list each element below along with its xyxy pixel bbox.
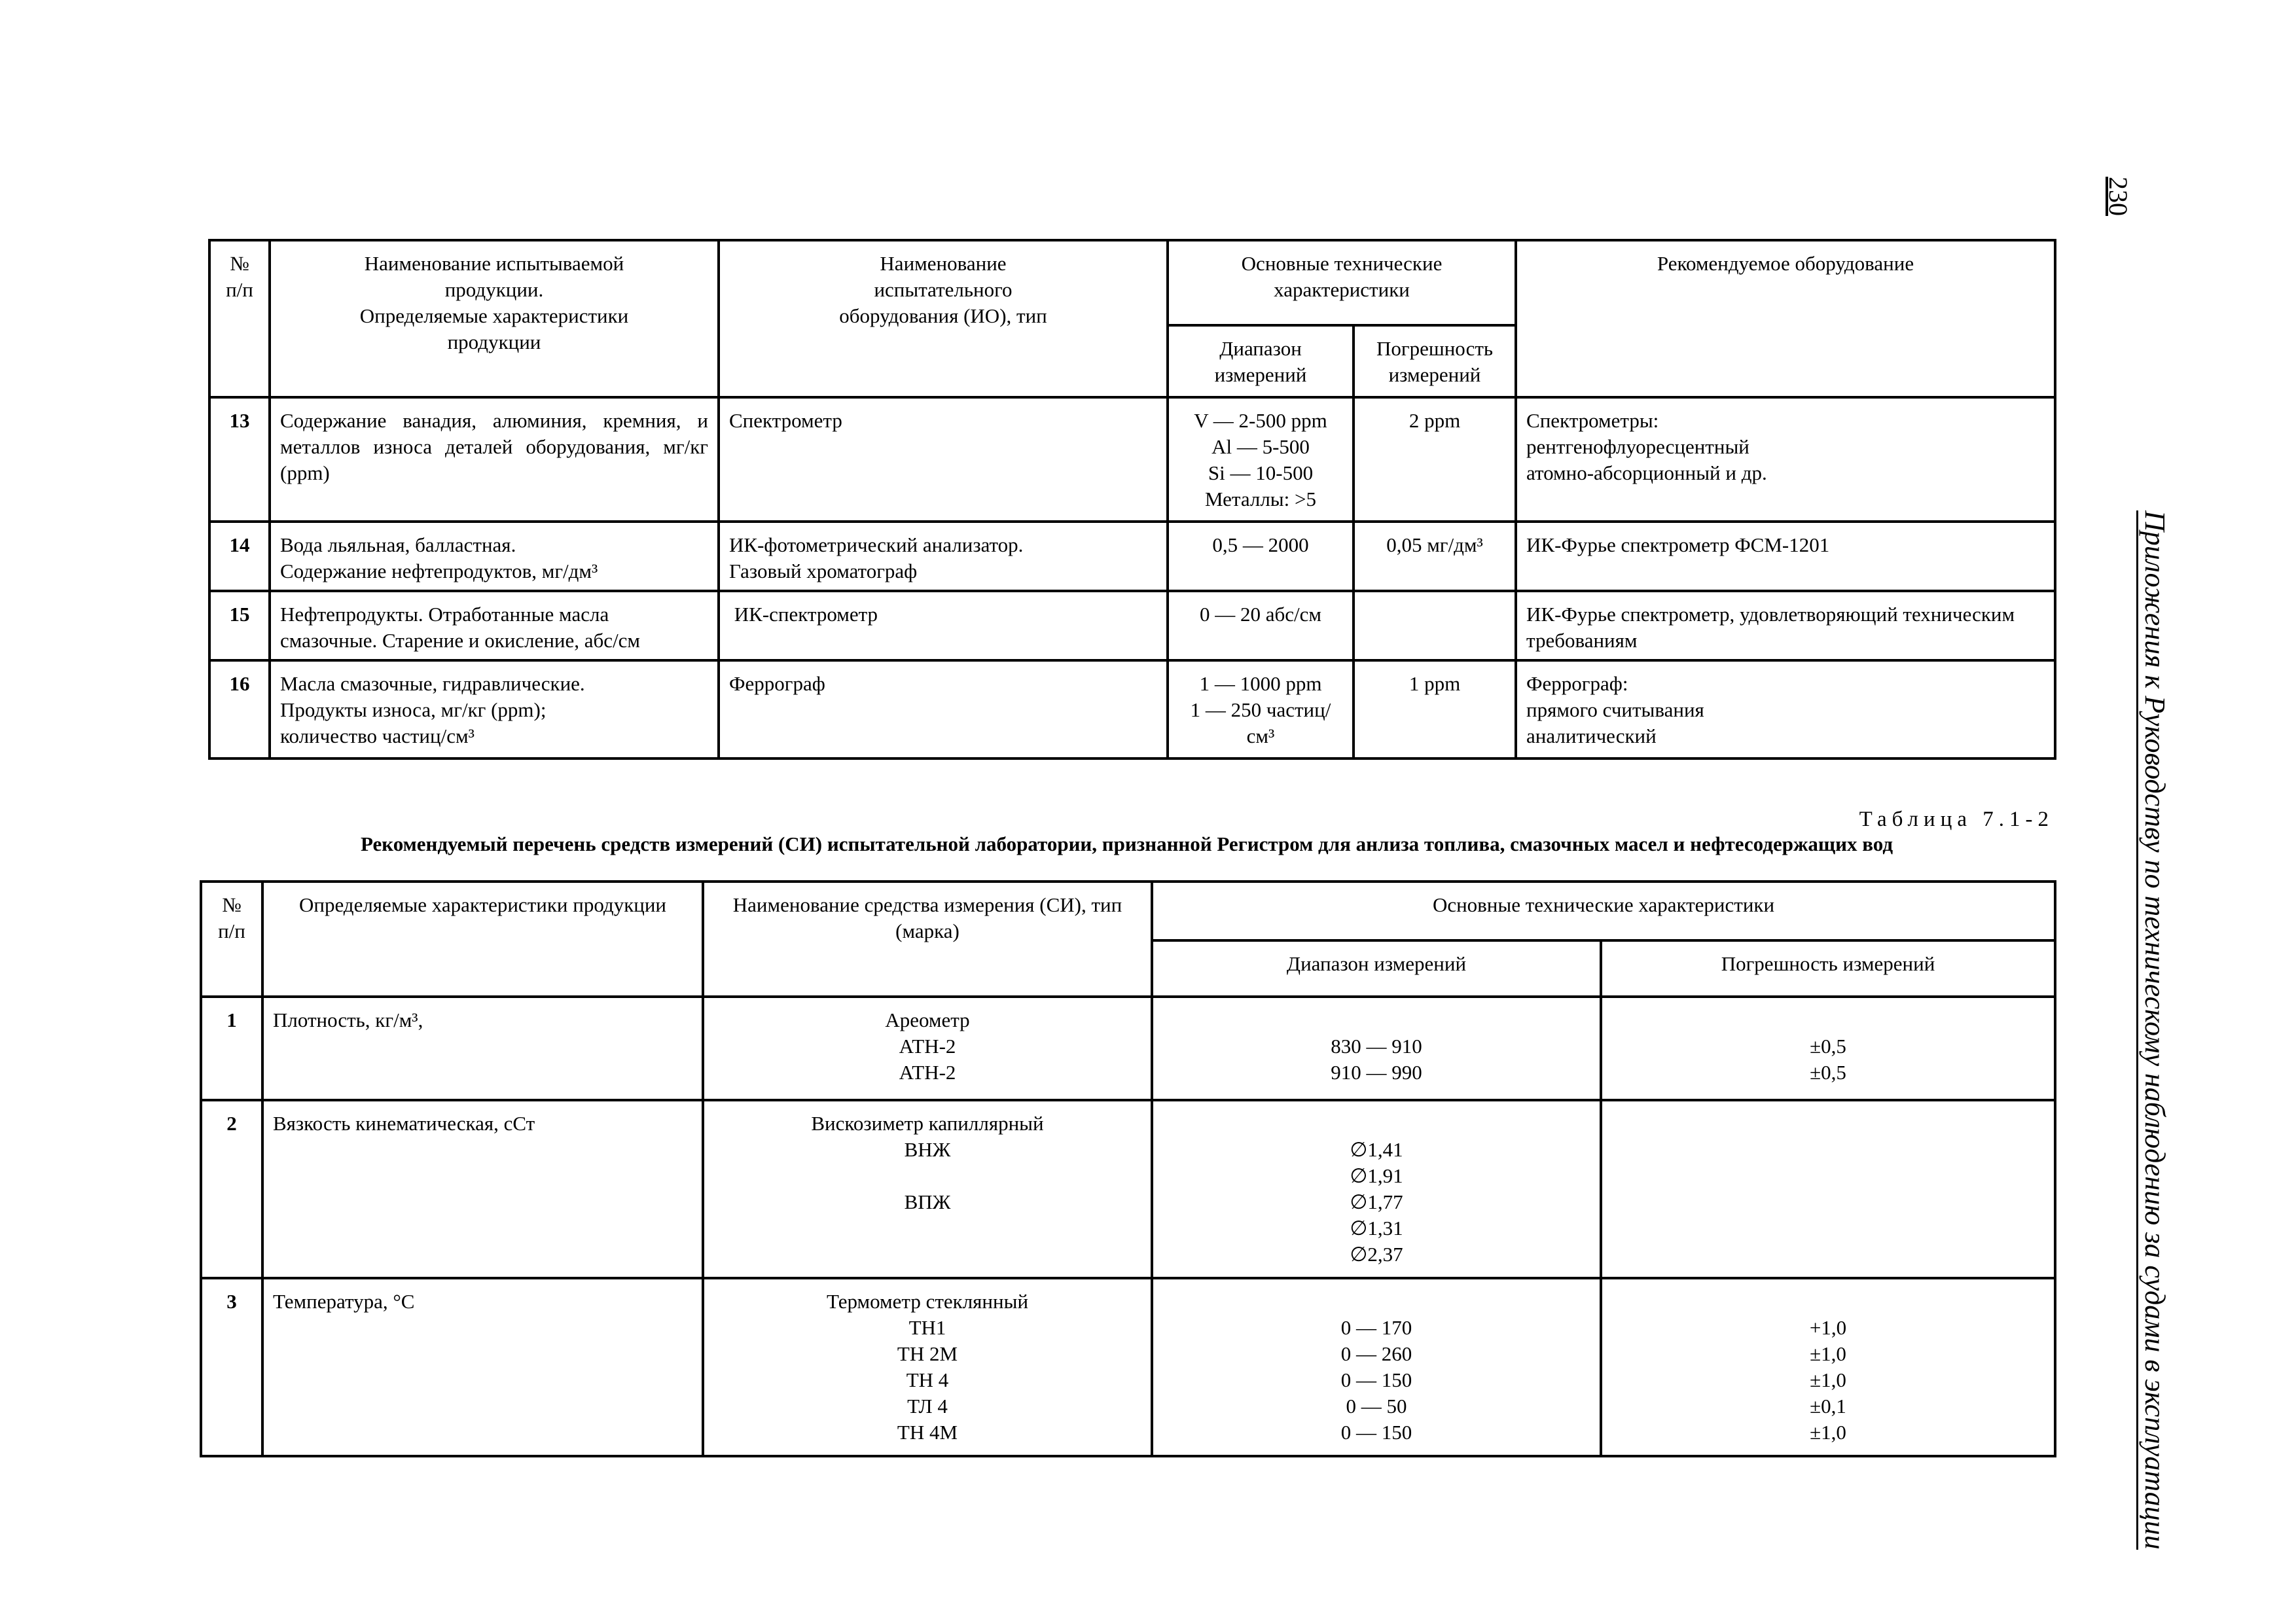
row-instrument: Термометр стеклянный ТН1 ТН 2М ТН 4 ТЛ 4 ТН 4М [703, 1278, 1152, 1456]
row-error [1601, 1100, 2055, 1278]
header-num: № п/п [201, 882, 262, 997]
row-instrument: Ареометр АТН-2 АТН-2 [703, 997, 1152, 1100]
table-row [201, 1100, 2055, 1278]
row-recommended: ИК-Фурье спектрометр, удовлетворяющий техническим требованиям [1516, 591, 2055, 660]
row-recommended: ИК-Фурье спектрометр ФСМ-1201 [1516, 522, 2055, 591]
row-characteristic: Температура, °С [262, 1278, 703, 1456]
row-range: 0,5 — 2000 [1168, 522, 1354, 591]
equipment-table [208, 239, 2056, 760]
row-error: 1 ppm [1354, 660, 1516, 758]
table-row [201, 997, 2055, 1100]
header-product: Наименование испытываемой продукции. Определяемые характеристики продукции [270, 240, 719, 397]
row-equipment: ИК-спектрометр [719, 591, 1168, 660]
row-range: ∅1,41 ∅1,91 ∅1,77 ∅1,31 ∅2,37 [1152, 1100, 1601, 1278]
row-range: 1 — 1000 ppm 1 — 250 частиц/см³ [1168, 660, 1354, 758]
row-error: 2 ppm [1354, 397, 1516, 522]
table-row [201, 1278, 2055, 1456]
row-recommended: Феррограф: прямого считывания аналитический [1516, 660, 2055, 758]
row-num: 16 [209, 660, 270, 758]
header-characteristic: Определяемые характеристики продукции [262, 882, 703, 997]
header-recommended: Рекомендуемое оборудование [1516, 240, 2055, 397]
table-row [209, 660, 2055, 758]
table-title: Рекомендуемый перечень средств измерений (СИ) испытательной лаборатории, признанной Регистром для анлиза топлива, смазочных масел и нефтесодержащих вод [360, 832, 1893, 855]
row-product: Масла смазочные, гидравлические. Продукты износа, мг/кг (ppm); количество частиц/см³ [270, 660, 719, 758]
row-num: 3 [201, 1278, 262, 1456]
row-equipment: ИК-фотометрический анализатор. Газовый хроматограф [719, 522, 1168, 591]
row-equipment: Спектрометр [719, 397, 1168, 522]
page-number: 230 [2104, 177, 2133, 216]
header-range: Диапазон измерений [1168, 325, 1354, 397]
header-equipment: Наименование испытательного оборудования (ИО), тип [719, 240, 1168, 397]
header-error: Погрешность измерений [1354, 325, 1516, 397]
header-error: Погрешность измерений [1601, 940, 2055, 997]
row-product: Содержание ванадия, алюминия, кремния, и металлов износа деталей оборудования, мг/кг (ppm) [270, 397, 719, 522]
header-specs: Основные технические характеристики [1152, 882, 2055, 940]
header-instrument: Наименование средства измерения (СИ), тип (марка) [703, 882, 1152, 997]
row-characteristic: Плотность, кг/м³, [262, 997, 703, 1100]
instruments-table [200, 880, 2056, 1457]
row-product: Вода льяльная, балластная. Содержание нефтепродуктов, мг/дм³ [270, 522, 719, 591]
header-num: № п/п [209, 240, 270, 397]
row-equipment: Феррограф [719, 660, 1168, 758]
row-error [1354, 591, 1516, 660]
header-specs: Основные технические характеристики [1168, 240, 1516, 325]
table-row [209, 591, 2055, 660]
row-range: 0 — 20 абс/см [1168, 591, 1354, 660]
row-product: Нефтепродукты. Отработанные масла смазочные. Старение и окисление, абс/см [270, 591, 719, 660]
header-range: Диапазон измерений [1152, 940, 1601, 997]
row-error: 0,05 мг/дм³ [1354, 522, 1516, 591]
row-num: 15 [209, 591, 270, 660]
row-characteristic: Вязкость кинематическая, сСт [262, 1100, 703, 1278]
running-title: Приложения к Руководству по техническому наблюдению за судами в эксплуатации [2136, 510, 2172, 1550]
row-num: 1 [201, 997, 262, 1100]
table-number: Таблица 7.1-2 [1859, 808, 2054, 831]
row-recommended: Спектрометры: рентгенофлуоресцентный атомно-абсорционный и др. [1516, 397, 2055, 522]
row-error: ±0,5 ±0,5 [1601, 997, 2055, 1100]
row-instrument: Вискозиметр капиллярный ВНЖ ВПЖ [703, 1100, 1152, 1278]
row-num: 13 [209, 397, 270, 522]
row-error: +1,0 ±1,0 ±1,0 ±0,1 ±1,0 [1601, 1278, 2055, 1456]
table-row [209, 397, 2055, 522]
table-row [209, 522, 2055, 591]
row-num: 14 [209, 522, 270, 591]
row-range: 830 — 910 910 — 990 [1152, 997, 1601, 1100]
row-range: V — 2-500 ppm Al — 5-500 Si — 10-500 Металлы: >5 [1168, 397, 1354, 522]
row-range: 0 — 170 0 — 260 0 — 150 0 — 50 0 — 150 [1152, 1278, 1601, 1456]
row-num: 2 [201, 1100, 262, 1278]
